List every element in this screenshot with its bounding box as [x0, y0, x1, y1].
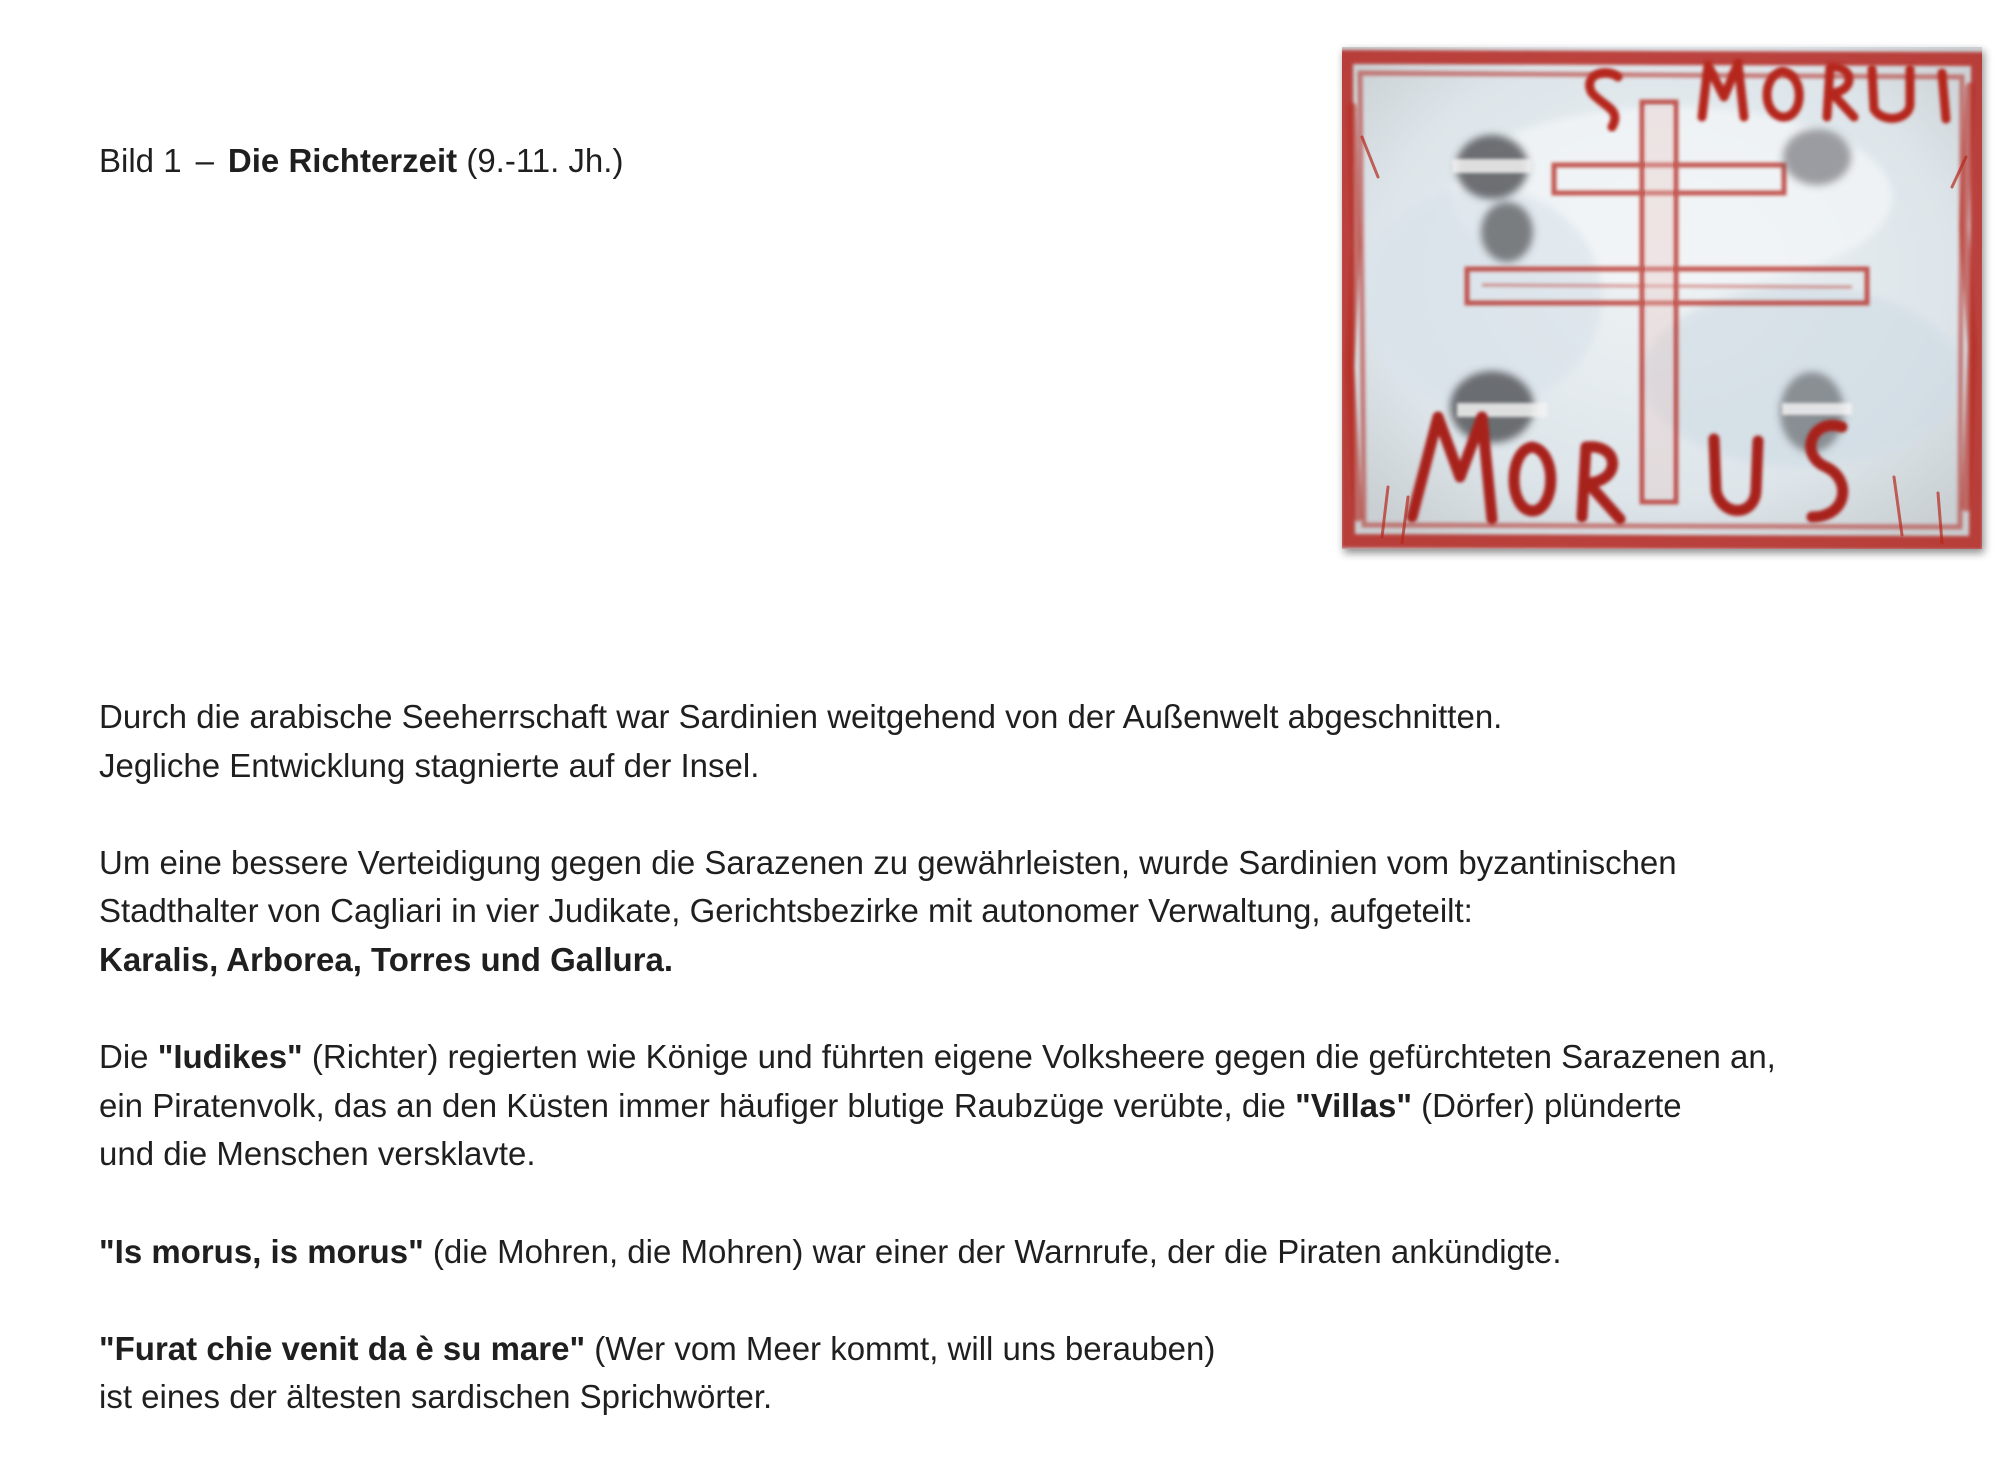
heading-prefix: Bild 1 [99, 142, 182, 179]
p3-villas: "Villas" [1295, 1086, 1412, 1124]
p3-f: (Dörfer) plünderte [1411, 1086, 1682, 1124]
p5-line2: ist eines der ältesten sardischen Sprichwörter. [99, 1378, 773, 1416]
heading-separator: – [195, 142, 214, 179]
p3-d: ein Piratenvolk, das an den Küsten immer häufiger blutige Raubzüge verübte, die [99, 1086, 1296, 1124]
p4-rest: (die Mohren, die Mohren) war einer der Warnrufe, der die Piraten ankündigte. [423, 1232, 1562, 1270]
painting-svg [1342, 47, 1982, 549]
p1-line1: Durch die arabische Seeherrschaft war Sardinien weitgehend von der Außenwelt abgeschnitten. [99, 698, 1503, 735]
p2-line3-judikate: Karalis, Arborea, Torres und Gallura. [99, 940, 674, 978]
p3-c: (Richter) regierten wie Könige und führten eigene Volksheere gegen die gefürchteten Sarazenen an, [302, 1038, 1776, 1076]
p4-warning-call: "Is morus, is morus" [99, 1232, 424, 1270]
p2-line2: Stadthalter von Cagliari in vier Judikate, Gerichtsbezirke mit autonomer Verwaltung, aufgeteilt: [99, 892, 1473, 930]
p2-line1: Um eine bessere Verteidigung gegen die Sarazenen zu gewährleisten, wurde Sardinien vom byzantinischen [99, 843, 1677, 881]
paragraph-3 [99, 1033, 1979, 1179]
paragraph-5 [99, 1325, 1979, 1422]
page-heading [99, 139, 623, 183]
painting-cross-morus-image [1342, 47, 1982, 549]
p1-line2: Jegliche Entwicklung stagnierte auf der Insel. [99, 746, 760, 784]
p3-a: Die [99, 1038, 158, 1076]
heading-period: (9.-11. Jh.) [466, 142, 624, 179]
paragraph-1 [99, 693, 1979, 790]
p5-rest: (Wer vom Meer kommt, will uns berauben) [585, 1329, 1216, 1367]
p3-g: und die Menschen versklavte. [99, 1135, 536, 1173]
body-text [99, 693, 1979, 1471]
heading-title: Die Richterzeit [227, 142, 458, 179]
p3-iudikes: "Iudikes" [157, 1038, 303, 1076]
paragraph-2 [99, 839, 1979, 985]
paragraph-4 [99, 1228, 1979, 1277]
p5-proverb: "Furat chie venit da è su mare" [99, 1329, 586, 1367]
